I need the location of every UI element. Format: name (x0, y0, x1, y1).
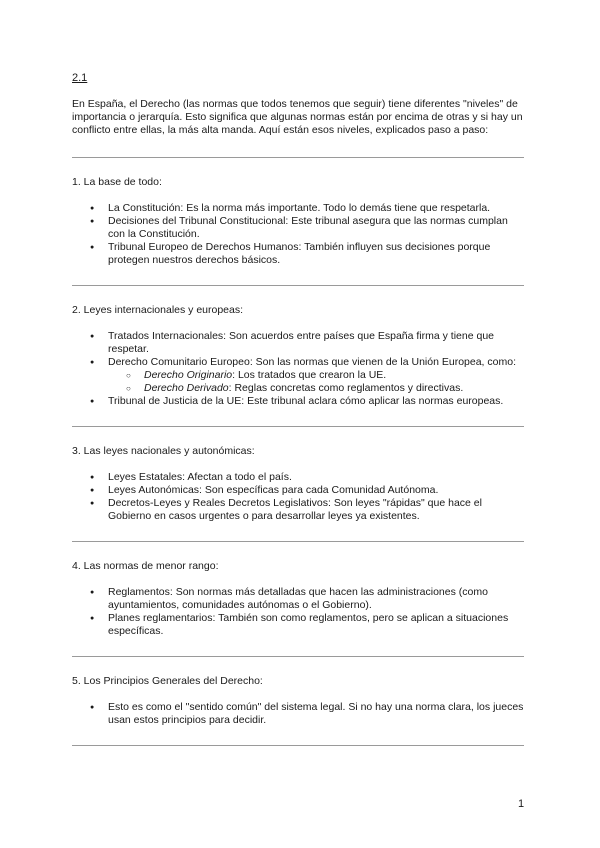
divider (72, 745, 524, 746)
list-item: ● Esto es como el "sentido común" del sistema legal. Si no hay una norma clara, los jueces usan estos principios para decidir. (108, 701, 524, 727)
section-title-1: 1. La base de todo: (72, 176, 162, 188)
sub-list-item (144, 369, 524, 382)
list-item: ● Leyes Estatales: Afectan a todo el país. (108, 471, 524, 484)
list-item: ● Decisiones del Tribunal Constitucional: Este tribunal asegura que las normas cumplan con la Constitución. (108, 215, 524, 241)
section-list-2 (72, 330, 524, 408)
divider (72, 656, 524, 657)
sub-item-text: : Reglas concretas como reglamentos y directivas. (228, 382, 464, 394)
section-title-2: 2. Leyes internacionales y europeas: (72, 304, 244, 316)
list-item: ● Tratados Internacionales: Son acuerdos entre países que España firma y tiene que respetar. (108, 330, 524, 356)
list-item: ● Decretos-Leyes y Reales Decretos Legislativos: Son leyes "rápidas" que hace el Gobierno en casos urgentes o para desarrollar leyes ya existentes. (108, 497, 524, 523)
document-page (72, 72, 524, 764)
page-number: 1 (518, 798, 525, 810)
list-item: ● Tribunal de Justicia de la UE: Este tribunal aclara cómo aplicar las normas europeas. (108, 395, 524, 408)
divider (72, 426, 524, 427)
sub-list-item (144, 382, 524, 395)
sub-item-term: Derecho Derivado (144, 382, 229, 394)
section-list-4 (72, 586, 524, 638)
list-item: ● La Constitución: Es la norma más importante. Todo lo demás tiene que respetarla. (108, 202, 524, 215)
sub-list (108, 369, 524, 395)
section-list-1 (72, 202, 524, 267)
list-item: ● Tribunal Europeo de Derechos Humanos: También influyen sus decisiones porque protegen nuestros derechos básicos. (108, 241, 524, 267)
list-item: ● Leyes Autonómicas: Son específicas para cada Comunidad Autónoma. (108, 484, 524, 497)
divider (72, 157, 524, 158)
intro-paragraph: En España, el Derecho (las normas que todos tenemos que seguir) tiene diferentes "niveles" de importancia o jerarquía. Esto significa que algunas normas están por encima de otras y si hay un conflicto entre ellas, la más alta manda. Aquí están esos niveles, explicados paso a paso: (72, 98, 523, 136)
section-heading: 2.1 (72, 72, 88, 84)
list-item (108, 356, 524, 395)
section-list-5 (72, 701, 524, 727)
section-title-3: 3. Las leyes nacionales y autonómicas: (72, 445, 255, 457)
sub-item-text: : Los tratados que crearon la UE. (232, 369, 387, 381)
list-item: ● Planes reglamentarios: También son como reglamentos, pero se aplican a situaciones específicas. (108, 612, 524, 638)
section-title-4: 4. Las normas de menor rango: (72, 560, 219, 572)
divider (72, 285, 524, 286)
divider (72, 541, 524, 542)
sub-item-term: Derecho Originario (144, 369, 233, 381)
section-list-3 (72, 471, 524, 523)
section-title-5: 5. Los Principios Generales del Derecho: (72, 675, 263, 687)
list-item-text: Derecho Comunitario Europeo: Son las normas que vienen de la Unión Europea, como: (108, 356, 516, 368)
list-item: ● Reglamentos: Son normas más detalladas que hacen las administraciones (como ayuntamientos, comunidades autónomas o el Gobierno). (108, 586, 524, 612)
